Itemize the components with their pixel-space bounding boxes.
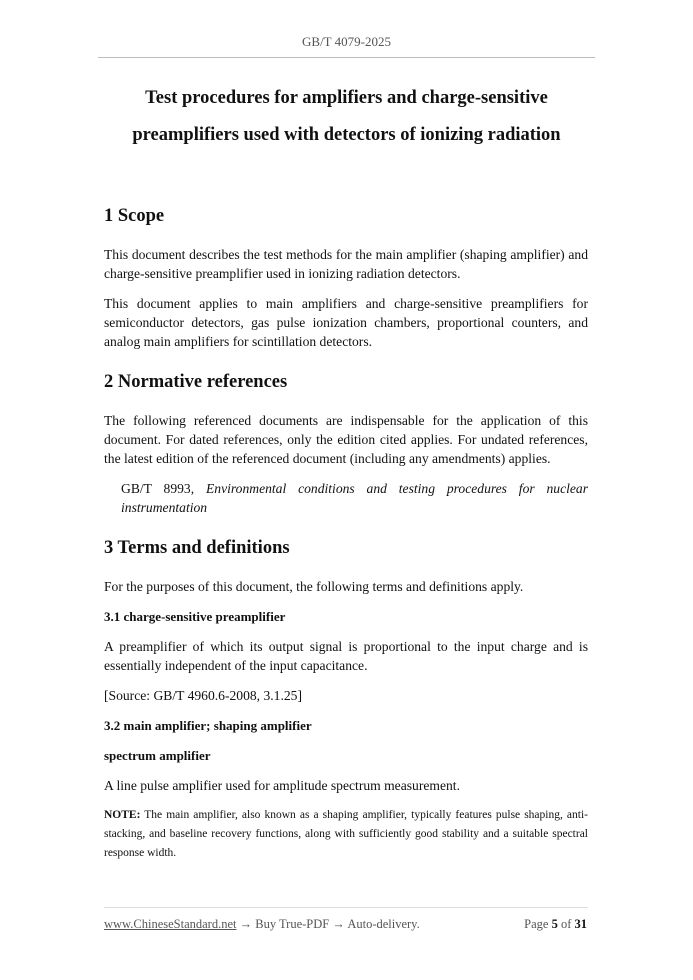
section-heading-terms-definitions: 3 Terms and definitions bbox=[104, 538, 290, 558]
document-body bbox=[104, 204, 588, 863]
title-line-1: Test procedures for amplifiers and charge-sensitive bbox=[145, 88, 548, 108]
arrow-right-icon: → bbox=[332, 917, 345, 931]
reference-title: Environmental conditions and testing procedures for nuclear instrumentation bbox=[121, 481, 589, 515]
section-heading-normative-references: 2 Normative references bbox=[104, 372, 288, 392]
auto-delivery-text: Auto-delivery. bbox=[347, 917, 420, 931]
term-3-1-title: 3.1 charge-sensitive preamplifier bbox=[104, 609, 286, 624]
note-text: The main amplifier, also known as a shaping amplifier, typically features pulse shaping, anti-stacking, and baseline recovery functions, along with sufficiently good stability and a suitable spectral response width. bbox=[104, 809, 588, 859]
normative-reference-item bbox=[121, 479, 588, 517]
note-label: NOTE: bbox=[104, 809, 141, 821]
website-link[interactable]: www.ChineseStandard.net bbox=[104, 917, 237, 931]
total-page-count: 31 bbox=[574, 917, 587, 931]
buy-true-pdf-text: Buy True-PDF bbox=[255, 917, 330, 931]
document-title bbox=[60, 80, 633, 154]
normative-paragraph: The following referenced documents are indispensable for the application of this document. For dated references, only the edition cited applies. For undated references, the latest edition of the referenced document (including any amendments) applies. bbox=[104, 413, 588, 466]
term-3-2-note bbox=[104, 806, 588, 863]
term-3-1-definition: A preamplifier of which its output signal is proportional to the input charge and is essentially independent of the input capacitance. bbox=[104, 639, 588, 673]
section-heading-scope: 1 Scope bbox=[104, 206, 165, 226]
reference-code: GB/T 8993, bbox=[121, 481, 195, 496]
terms-intro: For the purposes of this document, the following terms and definitions apply. bbox=[104, 579, 524, 594]
scope-paragraph-1: This document describes the test methods for the main amplifier (shaping amplifier) and charge-sensitive preamplifier used in ionizing radiation detectors. bbox=[104, 247, 588, 281]
term-3-2-definition: A line pulse amplifier used for amplitude spectrum measurement. bbox=[104, 778, 460, 793]
document-code-header: GB/T 4079-2025 bbox=[302, 34, 391, 49]
arrow-right-icon: → bbox=[239, 917, 253, 931]
footer-links bbox=[104, 917, 420, 932]
page-indicator bbox=[524, 917, 587, 932]
title-line-2: preamplifiers used with detectors of ionizing radiation bbox=[132, 125, 561, 145]
header-divider bbox=[98, 57, 595, 58]
footer-divider bbox=[104, 907, 588, 908]
term-3-2-alt-title: spectrum amplifier bbox=[104, 748, 211, 763]
term-3-1-source: [Source: GB/T 4960.6-2008, 3.1.25] bbox=[104, 688, 302, 703]
term-3-2-title: 3.2 main amplifier; shaping amplifier bbox=[104, 718, 312, 733]
scope-paragraph-2: This document applies to main amplifiers and charge-sensitive preamplifiers for semiconductor detectors, gas pulse ionization chambers, proportional counters, and analog main amplifiers for scintillation detectors. bbox=[104, 296, 588, 349]
page-label: Page bbox=[524, 917, 549, 931]
of-label: of bbox=[560, 917, 572, 931]
current-page-number: 5 bbox=[551, 917, 558, 931]
